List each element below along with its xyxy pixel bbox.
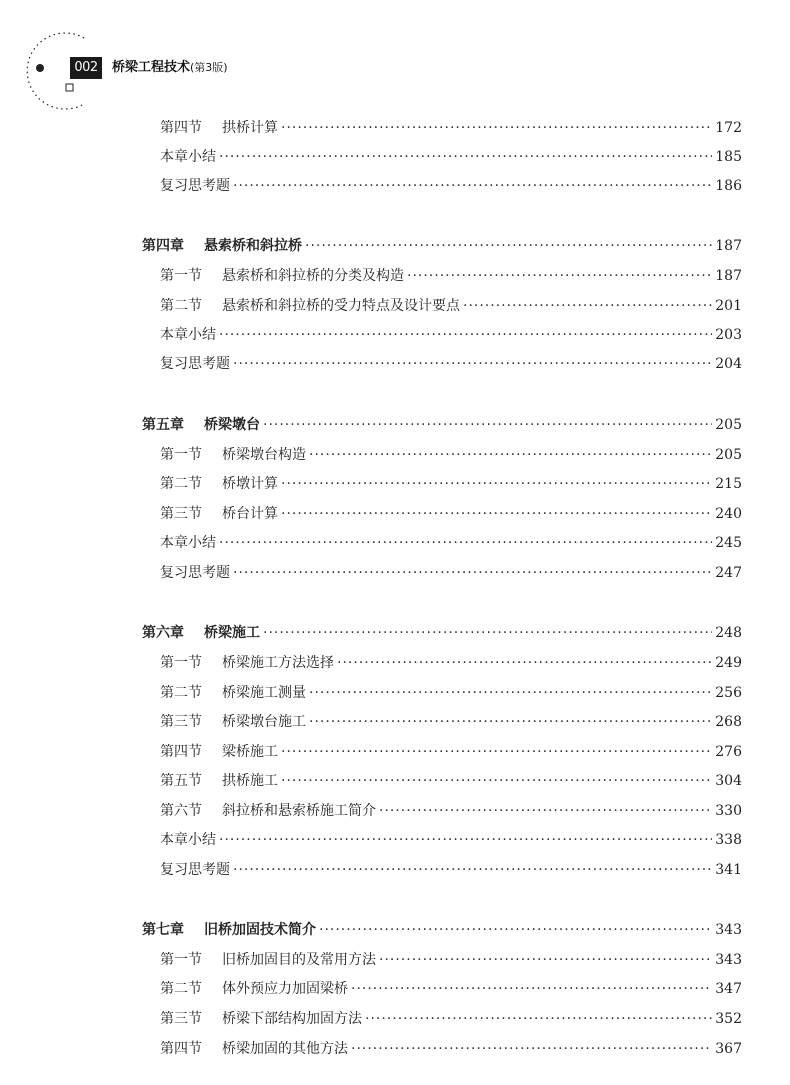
toc-entry-page-number: 185: [715, 149, 742, 165]
toc-entry-page-number: 276: [715, 744, 742, 760]
toc-chapter-entry[interactable]: [142, 234, 742, 258]
toc-entry-page-number: 343: [715, 952, 742, 968]
toc-entry-title: 桥梁施工方法选择: [222, 655, 334, 671]
toc-entry-page-number: 186: [715, 178, 742, 194]
toc-entry-page-number: 204: [715, 356, 742, 372]
toc-entry-title: 桥梁施工测量: [222, 685, 306, 701]
toc-entry-title: 桥梁下部结构加固方法: [222, 1011, 362, 1027]
dot-leader: [233, 174, 712, 198]
toc-entry-label: 第二节: [160, 685, 202, 701]
dot-leader: [309, 681, 712, 705]
dot-leader: [263, 621, 712, 645]
toc-entry-title: 旧桥加固目的及常用方法: [222, 952, 376, 968]
toc-entry-label: 第五章: [142, 417, 184, 433]
toc-entry-label: 第四节: [160, 120, 202, 136]
toc-section-entry[interactable]: [160, 472, 742, 496]
toc-section-entry[interactable]: [160, 681, 742, 705]
toc-section-entry[interactable]: [160, 174, 742, 198]
toc-section-entry[interactable]: [160, 116, 742, 140]
dot-leader: [281, 472, 712, 496]
dot-leader: [263, 413, 712, 437]
toc-entry-title: 拱桥施工: [222, 773, 278, 789]
toc-entry-page-number: 304: [715, 773, 742, 789]
toc-entry-page-number: 247: [715, 565, 742, 581]
toc-section-entry[interactable]: [160, 799, 742, 823]
toc-entry-label: 第一节: [160, 447, 202, 463]
toc-section-entry[interactable]: [160, 502, 742, 526]
dot-leader: [219, 323, 712, 347]
toc-entry-page-number: 347: [715, 981, 742, 997]
toc-entry-label: 第四节: [160, 744, 202, 760]
toc-section-entry[interactable]: [160, 561, 742, 585]
toc-entry-page-number: 203: [715, 327, 742, 343]
toc-entry-page-number: 205: [715, 417, 742, 433]
dot-leader: [233, 561, 712, 585]
dot-leader: [219, 828, 712, 852]
toc-entry-page-number: 341: [715, 862, 742, 878]
toc-entry-title: 复习思考题: [160, 862, 230, 878]
toc-entry-page-number: 215: [715, 476, 742, 492]
toc-entry-page-number: 201: [715, 298, 742, 314]
dot-leader: [351, 1037, 712, 1061]
dot-leader: [407, 264, 712, 288]
dot-leader: [351, 977, 712, 1001]
dot-leader: [233, 858, 712, 882]
toc-section-entry[interactable]: [160, 531, 742, 555]
toc-section-entry[interactable]: [160, 294, 742, 318]
toc-entry-label: 第三节: [160, 506, 202, 522]
toc-section-entry[interactable]: [160, 145, 742, 169]
toc-section-entry[interactable]: [160, 352, 742, 376]
toc-entry-page-number: 256: [715, 685, 742, 701]
dot-leader: [365, 1007, 712, 1031]
toc-entry-title: 复习思考题: [160, 356, 230, 372]
dot-leader: [463, 294, 712, 318]
toc-entry-label: 第六节: [160, 803, 202, 819]
toc-section-entry[interactable]: [160, 443, 742, 467]
toc-entry-title: 桥梁墩台构造: [222, 447, 306, 463]
toc-entry-title: 拱桥计算: [222, 120, 278, 136]
dot-leader: [281, 116, 712, 140]
toc-entry-title: 本章小结: [160, 149, 216, 165]
toc-entry-page-number: 330: [715, 803, 742, 819]
toc-chapter-entry[interactable]: [142, 621, 742, 645]
dot-leader: [281, 769, 712, 793]
toc-section-entry[interactable]: [160, 651, 742, 675]
toc-section-entry[interactable]: [160, 264, 742, 288]
toc-entry-title: 悬索桥和斜拉桥的分类及构造: [222, 268, 404, 284]
toc-section-entry[interactable]: [160, 1007, 742, 1031]
toc-entry-page-number: 245: [715, 535, 742, 551]
toc-entry-title: 旧桥加固技术简介: [204, 922, 316, 938]
toc-entry-title: 悬索桥和斜拉桥的受力特点及设计要点: [222, 298, 460, 314]
toc-entry-title: 桥台计算: [222, 506, 278, 522]
toc-entry-title: 桥墩计算: [222, 476, 278, 492]
toc-entry-label: 第四章: [142, 238, 184, 254]
toc-entry-title: 桥梁墩台施工: [222, 714, 306, 730]
toc-entry-page-number: 352: [715, 1011, 742, 1027]
toc-entry-page-number: 268: [715, 714, 742, 730]
dot-leader: [319, 918, 712, 942]
book-edition: (第3版): [190, 61, 228, 74]
toc-entry-label: 第二节: [160, 476, 202, 492]
dot-leader: [379, 948, 712, 972]
toc-entry-title: 桥梁加固的其他方法: [222, 1041, 348, 1057]
dot-leader: [337, 651, 712, 675]
dot-leader: [219, 531, 712, 555]
dot-leader: [309, 710, 712, 734]
toc-entry-title: 斜拉桥和悬索桥施工简介: [222, 803, 376, 819]
toc-entry-page-number: 248: [715, 625, 742, 641]
toc-entry-page-number: 172: [715, 120, 742, 136]
toc-entry-title: 桥梁施工: [204, 625, 260, 641]
dot-leader: [305, 234, 712, 258]
toc-entry-label: 第一节: [160, 952, 202, 968]
toc-entry-label: 第六章: [142, 625, 184, 641]
dot-leader: [219, 145, 712, 169]
toc-entry-page-number: 343: [715, 922, 742, 938]
toc-entry-title: 体外预应力加固梁桥: [222, 981, 348, 997]
toc-entry-label: 第五节: [160, 773, 202, 789]
toc-section-entry[interactable]: [160, 977, 742, 1001]
toc-chapter-entry[interactable]: [142, 413, 742, 437]
toc-entry-page-number: 187: [715, 238, 742, 254]
toc-section-entry[interactable]: [160, 710, 742, 734]
toc-entry-page-number: 249: [715, 655, 742, 671]
toc-entry-title: 悬索桥和斜拉桥: [204, 238, 302, 254]
toc-section-entry[interactable]: [160, 828, 742, 852]
toc-entry-page-number: 367: [715, 1041, 742, 1057]
toc-entry-label: 第二节: [160, 298, 202, 314]
toc-entry-label: 第三节: [160, 1011, 202, 1027]
toc-entry-page-number: 240: [715, 506, 742, 522]
toc-entry-page-number: 187: [715, 268, 742, 284]
dot-leader: [379, 799, 712, 823]
dot-leader: [309, 443, 712, 467]
toc-entry-page-number: 338: [715, 832, 742, 848]
toc-section-entry[interactable]: [160, 740, 742, 764]
dot-leader: [281, 502, 712, 526]
toc-entry-title: 本章小结: [160, 832, 216, 848]
toc-entry-title: 本章小结: [160, 535, 216, 551]
toc-entry-title: 梁桥施工: [222, 744, 278, 760]
toc-entry-title: 复习思考题: [160, 178, 230, 194]
toc-entry-title: 桥梁墩台: [204, 417, 260, 433]
toc-chapter-entry[interactable]: [142, 918, 742, 942]
page-number: 002: [70, 57, 102, 79]
toc-entry-label: 第一节: [160, 655, 202, 671]
toc-entry-label: 第四节: [160, 1041, 202, 1057]
toc-entry-label: 第二节: [160, 981, 202, 997]
dot-leader: [281, 740, 712, 764]
dot-leader: [233, 352, 712, 376]
toc-section-entry[interactable]: [160, 1037, 742, 1061]
toc-section-entry[interactable]: [160, 323, 742, 347]
toc-entry-label: 第一节: [160, 268, 202, 284]
toc-entry-title: 复习思考题: [160, 565, 230, 581]
toc-entry-label: 第三节: [160, 714, 202, 730]
book-title-text: 桥梁工程技术: [112, 60, 191, 75]
toc-entry-page-number: 205: [715, 447, 742, 463]
toc-section-entry[interactable]: [160, 948, 742, 972]
toc-section-entry[interactable]: [160, 769, 742, 793]
toc-entry-label: 第七章: [142, 922, 184, 938]
toc-entry-title: 本章小结: [160, 327, 216, 343]
toc-section-entry[interactable]: [160, 858, 742, 882]
